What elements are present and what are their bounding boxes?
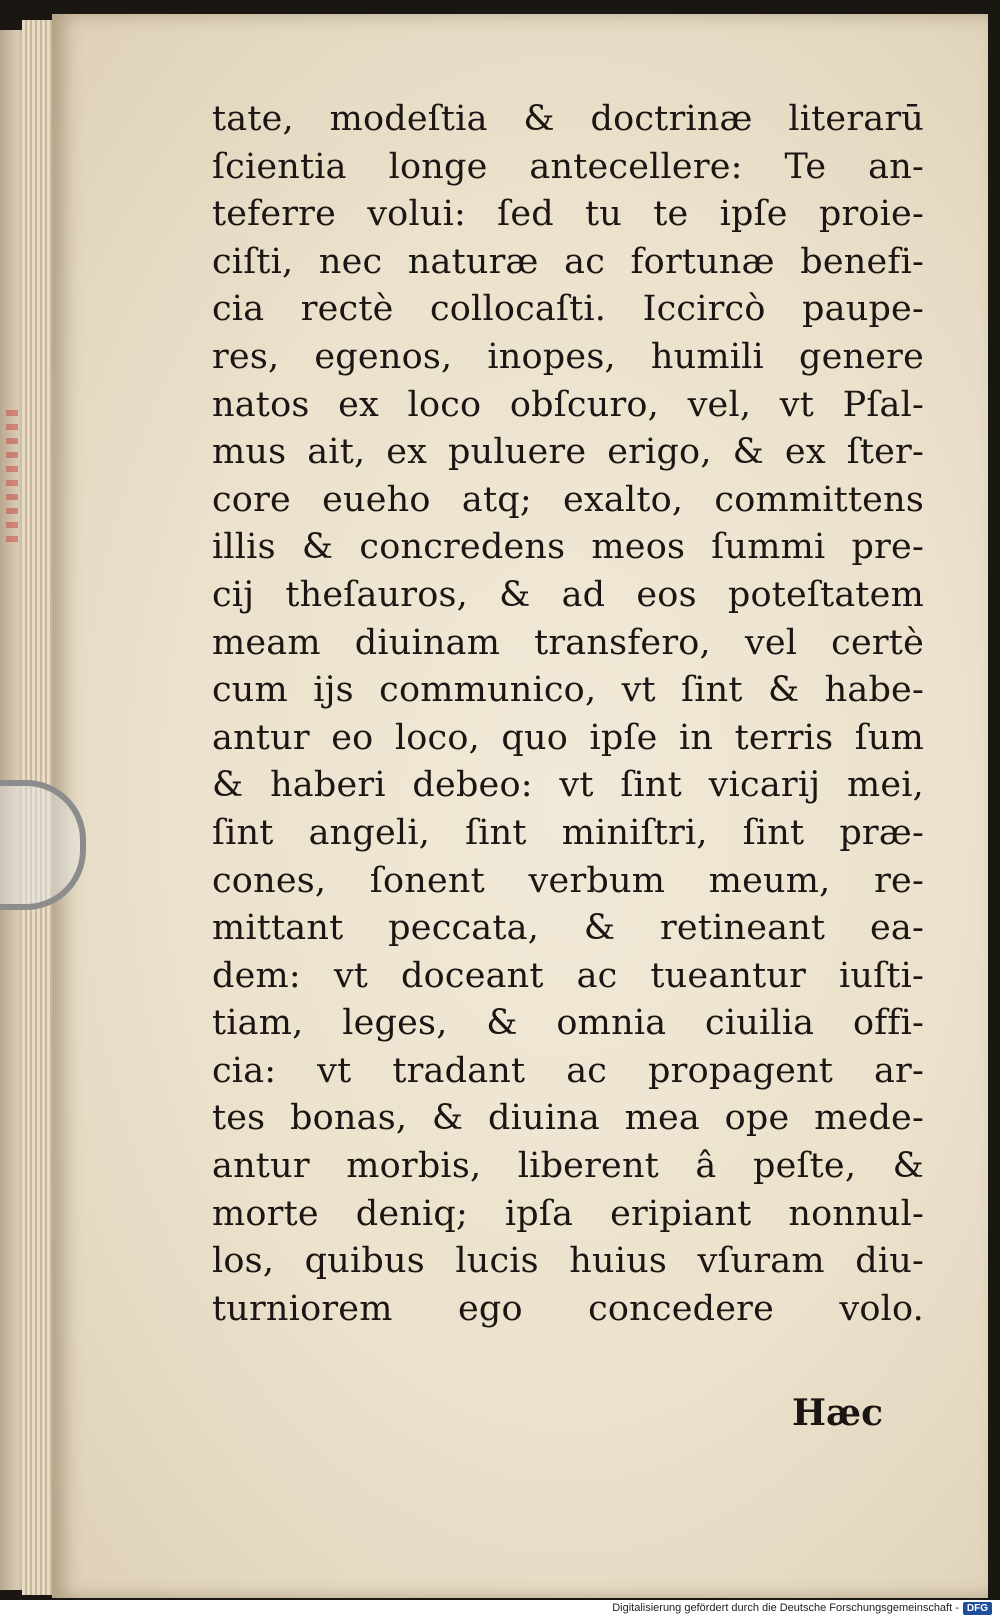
dfg-logo-icon: DFG [963, 1602, 992, 1615]
text-line: res, egenos, inopes, humili genere [212, 336, 924, 377]
text-line: illis & concredens meos ſummi pre- [212, 527, 924, 568]
text-line: natos ex loco obſcuro, vel, vt Pſal- [212, 384, 924, 425]
text-line: & haberi debeo: vt ſint vicarij mei, [212, 765, 924, 806]
red-edge-marks [6, 410, 18, 550]
body-text [212, 96, 924, 1333]
text-line: teferre volui: ſed tu te ipſe proie- [212, 194, 924, 235]
text-line: cones, ſonent verbum meum, re- [212, 860, 924, 901]
text-line: tes bonas, & diuina mea ope mede- [212, 1098, 924, 1139]
text-line: mus ait, ex puluere erigo, & ex ſter- [212, 432, 924, 473]
book-page [52, 14, 988, 1598]
text-line: core euehо atq; exalto, committens [212, 479, 924, 520]
text-line: cia rectè collocaſti. Iccircò paupe- [212, 289, 924, 330]
catchword: Hæc [792, 1392, 884, 1434]
text-line: cum ijs communico, vt ſint & habe- [212, 670, 924, 711]
text-line: ciſti, nec naturæ ac fortunæ benefi- [212, 241, 924, 282]
text-line: antur eo loco, quo ipſe in terris ſum [212, 717, 924, 758]
text-line: ſcientia longe antecellere: Te an- [212, 146, 924, 187]
text-line: los, quibus lucis huius vſuram diu- [212, 1241, 924, 1282]
text-line: cia: vt tradant ac propagent ar- [212, 1050, 924, 1091]
text-line: cij theſauros, & ad eos poteſtatem [212, 574, 924, 615]
text-line: meam diuinam transfero, vel certè [212, 622, 924, 663]
text-line: ſint angeli, ſint miniſtri, ſint præ- [212, 812, 924, 853]
text-line: turniorem ego concedere volo. [212, 1288, 924, 1329]
digitization-footer [612, 1600, 992, 1616]
text-line: morte deniq; ipſa eripiant nonnul- [212, 1193, 924, 1234]
text-line: mittant peccata, & retineant ea- [212, 908, 924, 949]
text-line: tate, modeſtia & doctrinæ literarū [212, 99, 924, 139]
text-line: antur morbis, liberent â peſte, & [212, 1146, 924, 1187]
text-line: tiam, leges, & omnia ciuilia offi- [212, 1003, 924, 1044]
footer-credit: Digitalisierung gefördert durch die Deutsche Forschungsgemeinschaft - [612, 1602, 959, 1614]
text-line: dem: vt doceant ac tueantur iuſti- [212, 955, 924, 996]
